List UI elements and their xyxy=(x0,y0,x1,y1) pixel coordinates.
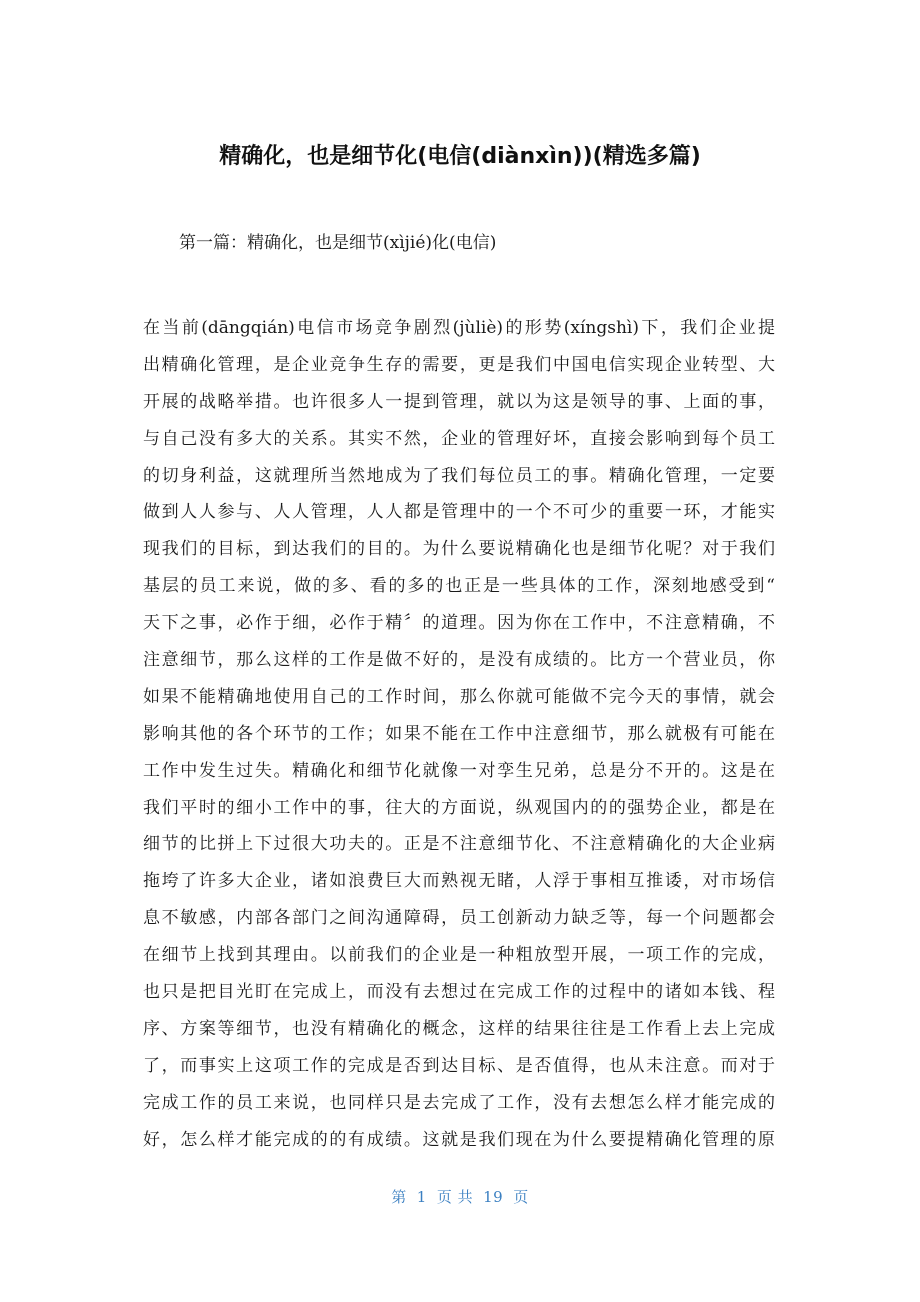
section-title: 第一篇：精确化，也是细节(xìjié)化(电信) xyxy=(179,233,497,253)
body-line: 工作中发生过失。精确化和细节化就像一对孪生兄弟，总是分不开的。这是在 xyxy=(143,760,775,781)
body-line: 了，而事实上这项工作的完成是否到达目标、是否值得，也从未注意。而对于 xyxy=(143,1055,775,1076)
footer-total-pages: 19 xyxy=(483,1188,504,1206)
body-line: 与自己没有多大的关系。其实不然，企业的管理好坏，直接会影响到每个员工 xyxy=(143,428,775,449)
footer-prefix: 第 xyxy=(391,1188,407,1206)
body-line: 出精确化管理，是企业竞争生存的需要，更是我们中国电信实现企业转型、大 xyxy=(143,354,775,375)
body-line: 注意细节，那么这样的工作是做不好的，是没有成绩的。比方一个营业员，你 xyxy=(143,650,775,671)
body-paragraph xyxy=(143,313,775,1161)
footer-middle: 页 共 xyxy=(436,1188,474,1206)
footer-suffix: 页 xyxy=(513,1188,529,1206)
body-line: 拖垮了许多大企业，诸如浪费巨大而熟视无睹，人浮于事相互推诿，对市场信 xyxy=(143,871,775,892)
body-line: 好，怎么样才能完成的的有成绩。这就是我们现在为什么要提精确化管理的原 xyxy=(143,1129,775,1150)
footer-page-number: 1 xyxy=(416,1188,427,1206)
body-line: 做到人人参与、人人管理，人人都是管理中的一个不可少的重要一环，才能实 xyxy=(143,502,775,523)
body-line: 影响其他的各个环节的工作；如果不能在工作中注意细节，那么就极有可能在 xyxy=(143,723,775,744)
body-line: 息不敏感，内部各部门之间沟通障碍，员工创新动力缺乏等，每一个问题都会 xyxy=(143,908,775,929)
body-line: 序、方案等细节，也没有精确化的概念，这样的结果往往是工作看上去上完成 xyxy=(143,1018,775,1039)
page-footer xyxy=(0,1186,920,1207)
body-line: 现我们的目标，到达我们的目的。为什么要说精确化也是细节化呢？对于我们 xyxy=(143,539,775,560)
body-line: 在细节上找到其理由。以前我们的企业是一种粗放型开展，一项工作的完成， xyxy=(143,945,775,966)
body-line: 天下之事，必作于细，必作于精〞的道理。因为你在工作中，不注意精确，不 xyxy=(143,613,775,634)
body-line: 基层的员工来说，做的多、看的多的也正是一些具体的工作，深刻地感受到“ xyxy=(143,576,775,597)
body-line: 如果不能精确地使用自己的工作时间，那么你就可能做不完今天的事情，就会 xyxy=(143,686,775,707)
body-line: 开展的战略举措。也许很多人一提到管理，就以为这是领导的事、上面的事， xyxy=(143,391,775,412)
document-title: 精确化，也是细节化(电信(diànxìn))(精选多篇) xyxy=(219,144,701,169)
body-line: 的切身利益，这就理所当然地成为了我们每位员工的事。精确化管理，一定要 xyxy=(143,465,775,486)
body-line: 细节的比拼上下过很大功夫的。正是不注意细节化、不注意精确化的大企业病 xyxy=(143,834,775,855)
body-line: 完成工作的员工来说，也同样只是去完成了工作，没有去想怎么样才能完成的 xyxy=(143,1092,775,1113)
body-line: 我们平时的细小工作中的事，往大的方面说，纵观国内的的强势企业，都是在 xyxy=(143,797,775,818)
body-line: 在当前(dāngqián)电信市场竞争剧烈(jùliè)的形势(xíngshì)下，我们企业提 xyxy=(143,318,775,338)
body-line: 也只是把目光盯在完成上，而没有去想过在完成工作的过程中的诸如本钱、程 xyxy=(143,982,775,1003)
